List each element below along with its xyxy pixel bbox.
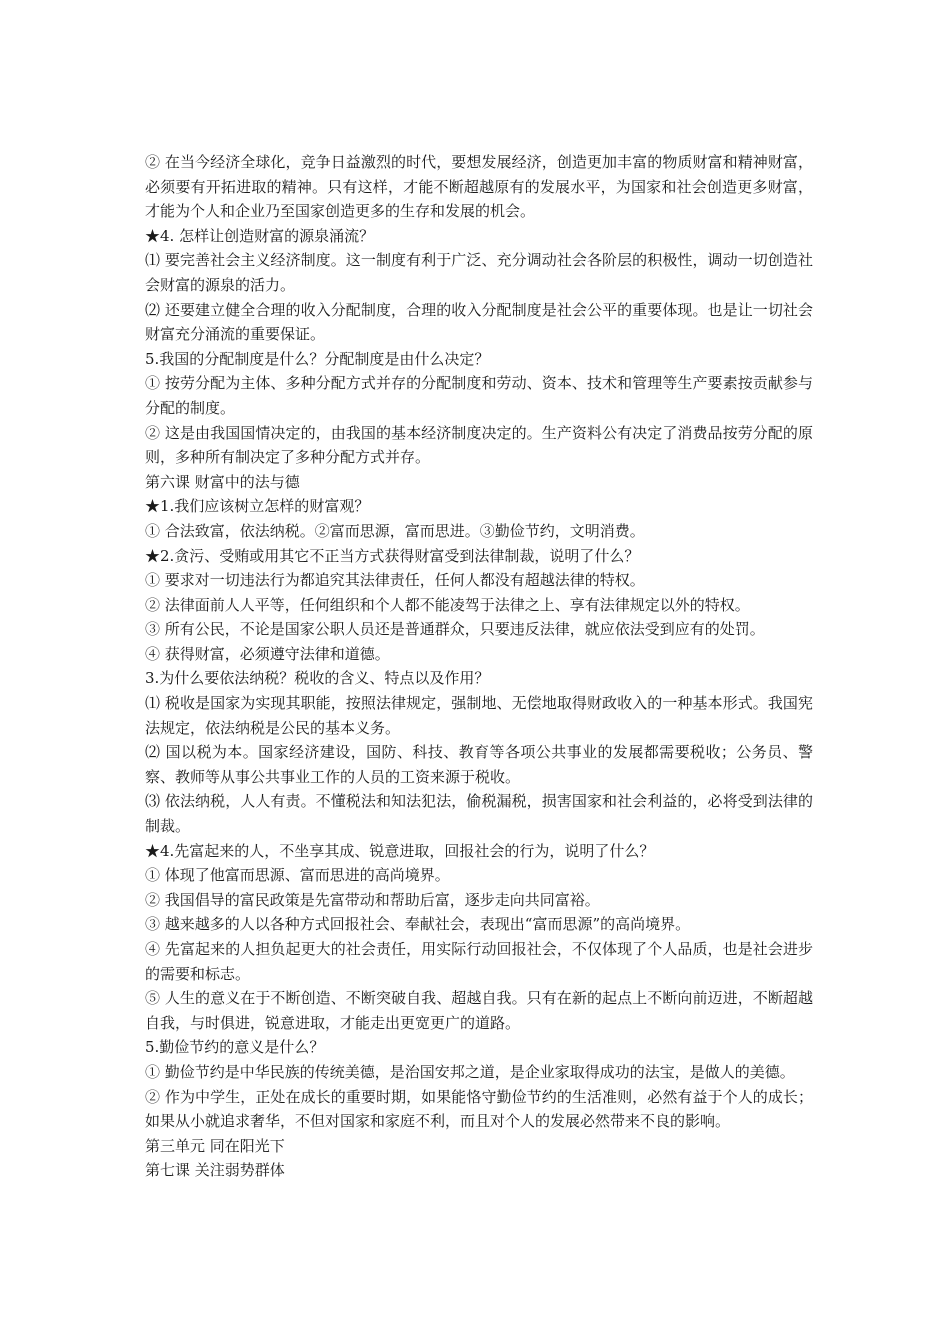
- question-heading: 5.勤俭节约的意义是什么？: [145, 1038, 325, 1057]
- document-body: [145, 150, 813, 1183]
- paragraph: ④ 获得财富，必须遵守法律和道德。: [145, 644, 390, 663]
- unit-title: 第三单元 同在阳光下: [145, 1136, 285, 1155]
- question-heading: ★2.贪污、受贿或用其它不正当方式获得财富受到法律制裁，说明了什么？: [145, 546, 640, 565]
- paragraph: ⑵ 国以税为本。国家经济建设，国防、科技、教育等各项公共事业的发展都需要税收；公务员、警察、教师等从事公共事业工作的人员的工资来源于税收。: [145, 743, 813, 786]
- paragraph: ⑴ 要完善社会主义经济制度。这一制度有利于广泛、充分调动社会各阶层的积极性，调动一切创造社会财富的源泉的活力。: [145, 251, 813, 294]
- paragraph: ④ 先富起来的人担负起更大的社会责任，用实际行动回报社会，不仅体现了个人品质，也是社会进步的需要和标志。: [145, 940, 813, 983]
- paragraph: ⑵ 还要建立健全合理的收入分配制度，合理的收入分配制度是社会公平的重要体现。也是让一切社会财富充分涌流的重要保证。: [145, 300, 813, 344]
- lesson-title: 第六课 财富中的法与德: [145, 472, 300, 491]
- paragraph: ① 勤俭节约是中华民族的传统美德，是治国安邦之道，是企业家取得成功的法宝，是做人的美德。: [145, 1062, 795, 1081]
- paragraph: ② 在当今经济全球化，竞争日益激烈的时代，要想发展经济，创造更加丰富的物质财富和精神财富，必须要有开拓进取的精神。只有这样，才能不断超越原有的发展水平，为国家和社会创造更多财富，才能为个人和企业乃至国家创造更多的生存和发展的机会。: [145, 153, 813, 221]
- lesson-title: 第七课 关注弱势群体: [145, 1161, 285, 1180]
- paragraph: ③ 越来越多的人以各种方式回报社会、奉献社会，表现出“富而思源”的高尚境界。: [145, 915, 691, 934]
- paragraph: ⑶ 依法纳税，人人有责。不懂税法和知法犯法，偷税漏税，损害国家和社会利益的，必将受到法律的制裁。: [145, 792, 813, 836]
- question-heading: ★4. 怎样让创造财富的源泉涌流？: [145, 226, 375, 245]
- paragraph: ① 合法致富，依法纳税。②富而思源，富而思进。③勤俭节约，文明消费。: [145, 521, 645, 540]
- paragraph: ⑤ 人生的意义在于不断创造、不断突破自我、超越自我。只有在新的起点上不断向前迈进，不断超越自我，与时俱进，锐意进取，才能走出更宽更广的道路。: [145, 989, 813, 1032]
- question-heading: 3.为什么要依法纳税？税收的含义、特点以及作用？: [145, 669, 490, 688]
- paragraph: ① 体现了他富而思源、富而思进的高尚境界。: [145, 866, 450, 885]
- paragraph: ② 我国倡导的富民政策是先富带动和帮助后富，逐步走向共同富裕。: [145, 890, 600, 909]
- paragraph: ③ 所有公民，不论是国家公职人员还是普通群众，只要违反法律，就应依法受到应有的处罚。: [145, 620, 765, 639]
- paragraph: ① 要求对一切违法行为都追究其法律责任，任何人都没有超越法律的特权。: [145, 571, 645, 590]
- paragraph: ② 这是由我国国情决定的，由我国的基本经济制度决定的。生产资料公有决定了消费品按劳分配的原则，多种所有制决定了多种分配方式并存。: [145, 423, 813, 467]
- question-heading: 5.我国的分配制度是什么？分配制度是由什么决定？: [145, 349, 490, 368]
- question-heading: ★4.先富起来的人，不坐享其成、锐意进取，回报社会的行为，说明了什么？: [145, 841, 655, 860]
- paragraph: ① 按劳分配为主体、多种分配方式并存的分配制度和劳动、资本、技术和管理等生产要素按贡献参与分配的制度。: [145, 374, 813, 417]
- paragraph: ⑴ 税收是国家为实现其职能，按照法律规定，强制地、无偿地取得财政收入的一种基本形式。我国宪法规定，依法纳税是公民的基本义务。: [145, 694, 813, 737]
- question-heading: ★1.我们应该树立怎样的财富观？: [145, 497, 370, 516]
- paragraph: ② 法律面前人人平等，任何组织和个人都不能凌驾于法律之上、享有法律规定以外的特权。: [145, 595, 750, 614]
- paragraph: ② 作为中学生，正处在成长的重要时期，如果能恪守勤俭节约的生活准则，必然有益于个人的成长；如果从小就追求奢华，不但对国家和家庭不利，而且对个人的发展必然带来不良的影响。: [145, 1087, 813, 1131]
